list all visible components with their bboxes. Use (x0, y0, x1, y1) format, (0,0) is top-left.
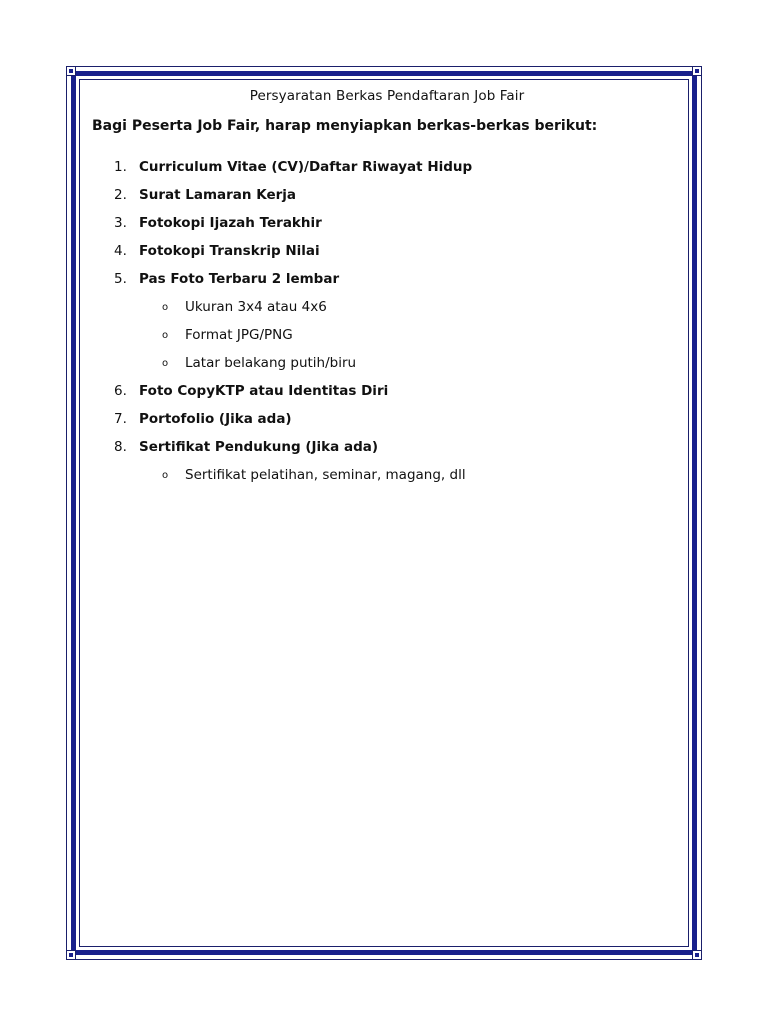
item-number: 2. (114, 187, 127, 203)
requirement-group (92, 214, 682, 242)
circle-bullet-icon: o (162, 302, 169, 313)
circle-bullet-icon: o (162, 470, 169, 481)
sub-item-label: Latar belakang putih/biru (185, 355, 357, 371)
requirement-group (92, 158, 682, 186)
border-corner-top-left (66, 66, 76, 76)
requirement-item (92, 382, 682, 410)
item-label: Fotokopi Transkrip Nilai (139, 243, 320, 259)
item-number: 5. (114, 271, 127, 287)
sub-list-item (92, 466, 682, 494)
sub-list (92, 466, 682, 494)
sub-list-item (92, 326, 682, 354)
item-number: 8. (114, 439, 127, 455)
sub-item-label: Format JPG/PNG (185, 327, 293, 343)
border-corner-bottom-left (66, 950, 76, 960)
requirement-item (92, 270, 682, 298)
document-body (92, 88, 682, 494)
item-label: Pas Foto Terbaru 2 lembar (139, 271, 340, 287)
sub-list (92, 298, 682, 382)
border-corner-top-right (692, 66, 702, 76)
requirement-group (92, 438, 682, 494)
item-number: 4. (114, 243, 127, 259)
document-title: Persyaratan Berkas Pendaftaran Job Fair (249, 88, 525, 104)
item-number: 3. (114, 215, 127, 231)
requirement-item (92, 242, 682, 270)
requirements-list (92, 158, 682, 494)
sub-list-item (92, 298, 682, 326)
item-label: Portofolio (Jika ada) (139, 411, 292, 427)
item-label: Sertifikat Pendukung (Jika ada) (139, 439, 379, 455)
requirement-item (92, 438, 682, 466)
item-label: Foto CopyKTP atau Identitas Diri (139, 383, 389, 399)
item-number: 1. (114, 159, 127, 175)
requirement-group (92, 270, 682, 382)
requirement-item (92, 214, 682, 242)
requirement-item (92, 186, 682, 214)
item-label: Curriculum Vitae (CV)/Daftar Riwayat Hidup (139, 159, 473, 175)
sub-item-label: Ukuran 3x4 atau 4x6 (185, 299, 327, 315)
requirement-group (92, 242, 682, 270)
item-label: Fotokopi Ijazah Terakhir (139, 215, 322, 231)
requirement-group (92, 410, 682, 438)
item-label: Surat Lamaran Kerja (139, 187, 296, 203)
intro-text: Bagi Peserta Job Fair, harap menyiapkan berkas-berkas berikut: (92, 118, 598, 134)
sub-list-item (92, 354, 682, 382)
requirement-group (92, 382, 682, 410)
requirement-item (92, 158, 682, 186)
sub-item-label: Sertifikat pelatihan, seminar, magang, dll (185, 467, 466, 483)
requirement-item (92, 410, 682, 438)
requirement-group (92, 186, 682, 214)
item-number: 7. (114, 411, 127, 427)
circle-bullet-icon: o (162, 330, 169, 341)
item-number: 6. (114, 383, 127, 399)
border-corner-bottom-right (692, 950, 702, 960)
circle-bullet-icon: o (162, 358, 169, 369)
